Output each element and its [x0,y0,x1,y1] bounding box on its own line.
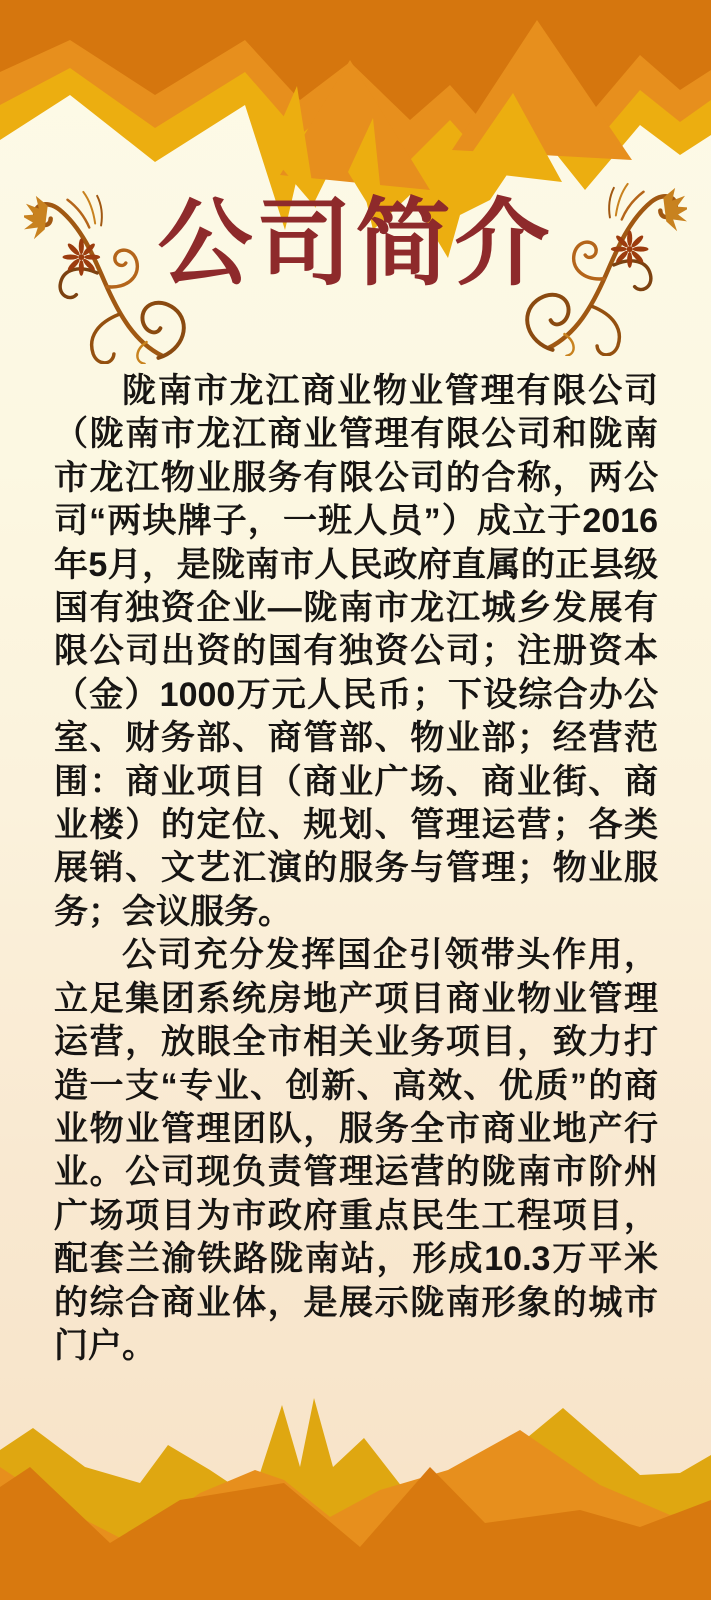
company-description-paragraph-2: 公司充分发挥国企引领带头作用，立足集团系统房地产项目商业物业管理运营，放眼全市相关业务项目，致力打造一支“专业、创新、高效、优质”的商业物业管理团队，服务全市商业地产行业。公司现负责管理运营的陇南市阶州广场项目为市政府重点民生工程项目，配套兰渝铁路陇南站，形成10.3万平米的综合商业体，是展示陇南形象的城市门户。 [54,936,658,1365]
bottom-jagged-border-decoration [0,1355,711,1600]
page-title: 公司简介 [157,191,554,297]
company-description [54,370,658,1368]
company-description-paragraph-1: 陇南市龙江商业物业管理有限公司（陇南市龙江商业管理有限公司和陇南市龙江物业服务有限公司的合称，两公司“两块牌子，一班人员”）成立于2016年5月，是陇南市人民政府直属的正县级国有独资企业—陇南市龙江城乡发展有限公司出资的国有独资公司；注册资本（金）1000万元人民币；下设综合办公室、财务部、商管部、物业部；经营范围：商业项目（商业广场、商业街、商业楼）的定位、规划、管理运营；各类展销、文艺汇演的服务与管理；物业服务；会议服务。 [54,372,658,931]
